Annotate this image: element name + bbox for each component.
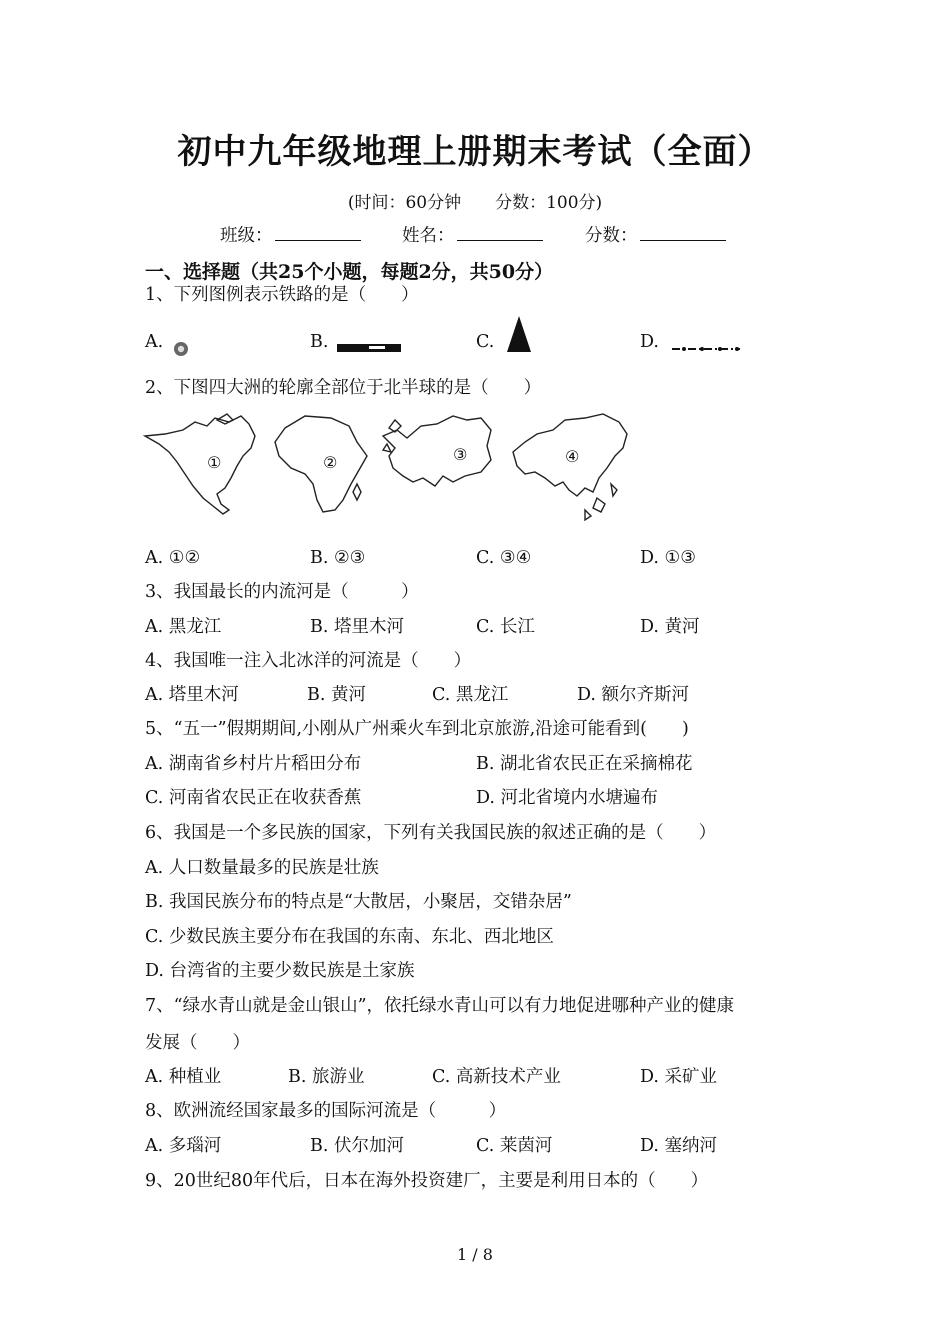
q7-option-b: B. 旅游业 [288, 1067, 365, 1087]
question-7-line-1: 7、“绿水青山就是金山银山”，依托绿水青山可以有力地促进哪种产业的健康 [145, 996, 735, 1016]
class-field [220, 224, 361, 248]
q3-option-b: B. 塔里木河 [310, 617, 404, 637]
q4-option-d: D. 额尔齐斯河 [577, 685, 690, 705]
q3-option-d: D. 黄河 [640, 617, 700, 637]
q3-option-a: A. 黑龙江 [145, 617, 222, 637]
q8-option-c: C. 莱茵河 [476, 1136, 553, 1156]
q6-option-d: D. 台湾省的主要少数民族是土家族 [145, 961, 415, 981]
q1-option-d: D. [640, 332, 659, 352]
page-title: 初中九年级地理上册期末考试（全面） [177, 132, 773, 172]
continent-outlines-map [145, 412, 635, 524]
question-5: 5、“五一”假期期间,小刚从广州乘火车到北京旅游,沿途可能看到( ) [145, 719, 689, 739]
africa-outline [275, 416, 367, 512]
score-label: 分数： [585, 226, 638, 246]
q8-option-b: B. 伏尔加河 [310, 1136, 404, 1156]
q5-option-d: D. 河北省境内水塘遍布 [476, 788, 659, 808]
name-label: 姓名： [402, 226, 455, 246]
q2-option-d: D. ①③ [640, 548, 696, 568]
q8-option-d: D. 塞纳河 [640, 1136, 718, 1156]
q7-option-d: D. 采矿业 [640, 1067, 718, 1087]
q6-option-b: B. 我国民族分布的特点是“大散居，小聚居，交错杂居” [145, 892, 572, 912]
question-9: 9、20世纪80年代后，日本在海外投资建厂，主要是利用日本的（ ） [145, 1171, 709, 1191]
question-3: 3、我国最长的内流河是（ ） [145, 582, 419, 602]
question-7-line-2: 发展（ ） [145, 1033, 250, 1053]
map-label-4: ④ [565, 447, 580, 466]
q2-option-b: B. ②③ [310, 548, 366, 568]
boundary-line-icon [672, 344, 742, 354]
q7-option-c: C. 高新技术产业 [432, 1067, 561, 1087]
class-label: 班级： [220, 226, 273, 246]
name-field [402, 224, 543, 248]
q5-option-b: B. 湖北省农民正在采摘棉花 [476, 754, 693, 774]
q1-option-c: C. [476, 332, 495, 352]
q7-option-a: A. 种植业 [145, 1067, 222, 1087]
page-number: 1 / 8 [457, 1245, 493, 1264]
q6-option-a: A. 人口数量最多的民族是壮族 [145, 858, 379, 878]
question-2: 2、下图四大洲的轮廓全部位于北半球的是（ ） [145, 378, 542, 398]
q3-option-c: C. 长江 [476, 617, 535, 637]
q4-option-c: C. 黑龙江 [432, 685, 509, 705]
class-blank[interactable] [275, 226, 361, 241]
mountain-peak-icon [506, 316, 532, 354]
map-label-2: ② [323, 453, 338, 472]
q4-option-a: A. 塔里木河 [145, 685, 239, 705]
question-1: 1、下列图例表示铁路的是（ ） [145, 285, 419, 305]
question-4: 4、我国唯一注入北冰洋的河流是（ ） [145, 651, 472, 671]
q2-option-a: A. ①② [145, 548, 201, 568]
q2-option-c: C. ③④ [476, 548, 532, 568]
map-label-1: ① [207, 453, 222, 472]
north-america-outline [145, 416, 255, 514]
question-8: 8、欧洲流经国家最多的国际河流是（ ） [145, 1101, 507, 1121]
europe-outline [383, 416, 491, 486]
question-6: 6、我国是一个多民族的国家，下列有关我国民族的叙述正确的是（ ） [145, 823, 717, 843]
railway-symbol-icon [337, 343, 401, 353]
map-label-3: ③ [453, 445, 468, 464]
q1-option-b: B. [310, 332, 329, 352]
section-heading: 一、选择题（共25个小题，每题2分，共50分） [145, 261, 554, 283]
name-blank[interactable] [457, 226, 543, 241]
q6-option-c: C. 少数民族主要分布在我国的东南、东北、西北地区 [145, 927, 554, 947]
symbol-circle-icon [172, 340, 190, 358]
q4-option-b: B. 黄河 [307, 685, 366, 705]
q8-option-a: A. 多瑙河 [145, 1136, 222, 1156]
score-blank[interactable] [640, 226, 726, 241]
score-field [585, 224, 726, 248]
q1-option-a: A. [145, 332, 164, 352]
q5-option-a: A. 湖南省乡村片片稻田分布 [145, 754, 362, 774]
q5-option-c: C. 河南省农民正在收获香蕉 [145, 788, 362, 808]
exam-meta: (时间：60分钟 分数：100分) [347, 193, 603, 213]
